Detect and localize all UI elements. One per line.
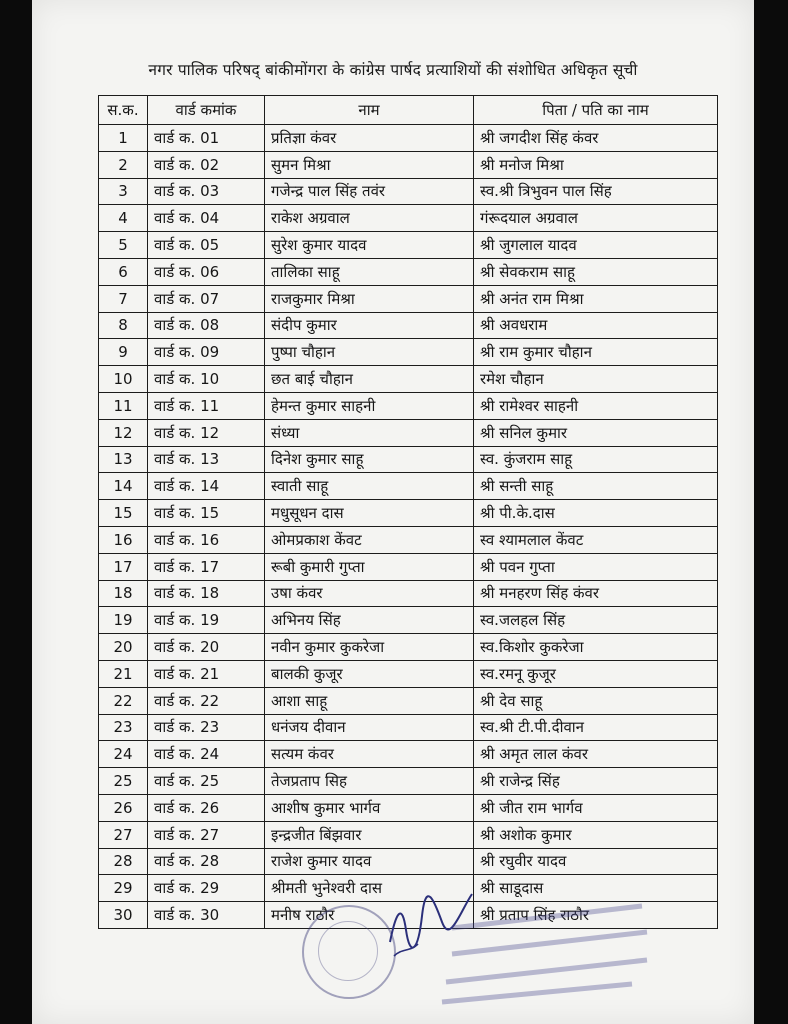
serial-cell: 29	[99, 875, 148, 902]
name-cell: नवीन कुमार कुकरेजा	[265, 634, 474, 661]
table-row	[99, 768, 718, 795]
table-row	[99, 178, 718, 205]
name-cell: हेमन्त कुमार साहनी	[265, 392, 474, 419]
name-cell: प्रतिज्ञा कंवर	[265, 125, 474, 152]
table-row	[99, 473, 718, 500]
ward-cell: वार्ड क. 26	[148, 794, 265, 821]
name-cell: सुरेश कुमार यादव	[265, 232, 474, 259]
name-cell: आशीष कुमार भार्गव	[265, 794, 474, 821]
serial-cell: 15	[99, 500, 148, 527]
ward-cell: वार्ड क. 30	[148, 902, 265, 929]
ward-cell: वार्ड क. 02	[148, 151, 265, 178]
table-row	[99, 821, 718, 848]
name-cell: संदीप कुमार	[265, 312, 474, 339]
ward-cell: वार्ड क. 04	[148, 205, 265, 232]
father-husband-name-cell: श्री जीत राम भार्गव	[474, 794, 718, 821]
ward-cell: वार्ड क. 14	[148, 473, 265, 500]
serial-cell: 10	[99, 366, 148, 393]
father-husband-name-cell: श्री रघुवीर यादव	[474, 848, 718, 875]
name-cell: सुमन मिश्रा	[265, 151, 474, 178]
father-husband-name-cell: श्री पवन गुप्ता	[474, 553, 718, 580]
ward-cell: वार्ड क. 03	[148, 178, 265, 205]
seal-imprint	[432, 898, 662, 1008]
ward-cell: वार्ड क. 29	[148, 875, 265, 902]
father-husband-name-cell: स्व. कुंजराम साहू	[474, 446, 718, 473]
serial-cell: 7	[99, 285, 148, 312]
document-page	[32, 0, 754, 1024]
table-row	[99, 392, 718, 419]
serial-cell: 12	[99, 419, 148, 446]
father-husband-name-cell: श्री पी.के.दास	[474, 500, 718, 527]
ward-cell: वार्ड क. 10	[148, 366, 265, 393]
serial-cell: 21	[99, 660, 148, 687]
father-husband-name-cell: श्री जगदीश सिंह कंवर	[474, 125, 718, 152]
father-husband-name-cell: स्व.श्री त्रिभुवन पाल सिंह	[474, 178, 718, 205]
father-husband-name-cell: श्री मनोज मिश्रा	[474, 151, 718, 178]
ward-cell: वार्ड क. 28	[148, 848, 265, 875]
ward-cell: वार्ड क. 11	[148, 392, 265, 419]
name-cell: पुष्पा चौहान	[265, 339, 474, 366]
serial-cell: 28	[99, 848, 148, 875]
name-cell: अभिनय सिंह	[265, 607, 474, 634]
serial-cell: 18	[99, 580, 148, 607]
ward-cell: वार्ड क. 01	[148, 125, 265, 152]
father-husband-name-cell: स्व श्यामलाल केंवट	[474, 526, 718, 553]
name-cell: बालकी कुजूर	[265, 660, 474, 687]
serial-cell: 20	[99, 634, 148, 661]
name-cell: आशा साहू	[265, 687, 474, 714]
name-cell: तालिका साहू	[265, 258, 474, 285]
candidate-table	[98, 95, 718, 929]
father-husband-name-cell: रमेश चौहान	[474, 366, 718, 393]
header-serial: स.क.	[99, 96, 148, 125]
name-cell: राकेश अग्रवाल	[265, 205, 474, 232]
document-title: नगर पालिक परिषद् बांकीमोंगरा के कांग्रेस पार्षद प्रत्याशियों की संशोधित अधिकृत सूची	[148, 61, 638, 79]
serial-cell: 22	[99, 687, 148, 714]
table-row	[99, 205, 718, 232]
serial-cell: 9	[99, 339, 148, 366]
ward-cell: वार्ड क. 18	[148, 580, 265, 607]
name-cell: स्वाती साहू	[265, 473, 474, 500]
father-husband-name-cell: श्री देव साहू	[474, 687, 718, 714]
ward-cell: वार्ड क. 16	[148, 526, 265, 553]
ward-cell: वार्ड क. 23	[148, 714, 265, 741]
serial-cell: 30	[99, 902, 148, 929]
table-row	[99, 285, 718, 312]
ward-cell: वार्ड क. 22	[148, 687, 265, 714]
table-row	[99, 500, 718, 527]
table-row	[99, 553, 718, 580]
table-row	[99, 714, 718, 741]
table-row	[99, 607, 718, 634]
name-cell: मनीष राठौर	[265, 902, 474, 929]
ward-cell: वार्ड क. 19	[148, 607, 265, 634]
name-cell: राजेश कुमार यादव	[265, 848, 474, 875]
father-husband-name-cell: स्व.जलहल सिंह	[474, 607, 718, 634]
table-row	[99, 312, 718, 339]
father-husband-name-cell: श्री अवधराम	[474, 312, 718, 339]
serial-cell: 17	[99, 553, 148, 580]
header-father-husband-name: पिता / पति का नाम	[474, 96, 718, 125]
father-husband-name-cell: श्री राजेन्द्र सिंह	[474, 768, 718, 795]
serial-cell: 26	[99, 794, 148, 821]
ward-cell: वार्ड क. 08	[148, 312, 265, 339]
serial-cell: 24	[99, 741, 148, 768]
name-cell: श्रीमती भुनेश्वरी दास	[265, 875, 474, 902]
serial-cell: 8	[99, 312, 148, 339]
father-husband-name-cell: श्री जुगलाल यादव	[474, 232, 718, 259]
serial-cell: 4	[99, 205, 148, 232]
father-husband-name-cell: श्री सनिल कुमार	[474, 419, 718, 446]
table-row	[99, 741, 718, 768]
serial-cell: 25	[99, 768, 148, 795]
name-cell: रूबी कुमारी गुप्ता	[265, 553, 474, 580]
table-row	[99, 634, 718, 661]
father-husband-name-cell: श्री अनंत राम मिश्रा	[474, 285, 718, 312]
table-row	[99, 660, 718, 687]
father-husband-name-cell: स्व.रमनू कुजूर	[474, 660, 718, 687]
table-header-row	[99, 96, 718, 125]
name-cell: दिनेश कुमार साहू	[265, 446, 474, 473]
father-husband-name-cell: गंरूदयाल अग्रवाल	[474, 205, 718, 232]
ward-cell: वार्ड क. 27	[148, 821, 265, 848]
serial-cell: 27	[99, 821, 148, 848]
table-row	[99, 125, 718, 152]
serial-cell: 6	[99, 258, 148, 285]
father-husband-name-cell: श्री साडूदास	[474, 875, 718, 902]
ward-cell: वार्ड क. 06	[148, 258, 265, 285]
name-cell: संध्या	[265, 419, 474, 446]
name-cell: सत्यम कंवर	[265, 741, 474, 768]
ward-cell: वार्ड क. 13	[148, 446, 265, 473]
name-cell: गजेन्द्र पाल सिंह तवंर	[265, 178, 474, 205]
table-row	[99, 339, 718, 366]
table-row	[99, 366, 718, 393]
serial-cell: 11	[99, 392, 148, 419]
table-row	[99, 794, 718, 821]
ward-cell: वार्ड क. 21	[148, 660, 265, 687]
table-row	[99, 258, 718, 285]
ward-cell: वार्ड क. 07	[148, 285, 265, 312]
father-husband-name-cell: श्री मनहरण सिंह कंवर	[474, 580, 718, 607]
table-row	[99, 151, 718, 178]
serial-cell: 1	[99, 125, 148, 152]
father-husband-name-cell: श्री राम कुमार चौहान	[474, 339, 718, 366]
ward-cell: वार्ड क. 09	[148, 339, 265, 366]
ward-cell: वार्ड क. 24	[148, 741, 265, 768]
table-row	[99, 232, 718, 259]
ward-cell: वार्ड क. 12	[148, 419, 265, 446]
father-husband-name-cell: श्री सेवकराम साहू	[474, 258, 718, 285]
serial-cell: 19	[99, 607, 148, 634]
table-row	[99, 848, 718, 875]
name-cell: मधुसूधन दास	[265, 500, 474, 527]
father-husband-name-cell: श्री रामेश्वर साहनी	[474, 392, 718, 419]
name-cell: छत बाई चौहान	[265, 366, 474, 393]
father-husband-name-cell: श्री अमृत लाल कंवर	[474, 741, 718, 768]
serial-cell: 13	[99, 446, 148, 473]
name-cell: ओमप्रकाश केंवट	[265, 526, 474, 553]
father-husband-name-cell: स्व.किशोर कुकरेजा	[474, 634, 718, 661]
name-cell: राजकुमार मिश्रा	[265, 285, 474, 312]
table-row	[99, 580, 718, 607]
father-husband-name-cell: श्री सन्ती साहू	[474, 473, 718, 500]
serial-cell: 2	[99, 151, 148, 178]
table-row	[99, 419, 718, 446]
serial-cell: 23	[99, 714, 148, 741]
header-ward: वार्ड कमांक	[148, 96, 265, 125]
serial-cell: 5	[99, 232, 148, 259]
serial-cell: 16	[99, 526, 148, 553]
ward-cell: वार्ड क. 17	[148, 553, 265, 580]
father-husband-name-cell: श्री प्रताप सिंह राठौर	[474, 902, 718, 929]
serial-cell: 14	[99, 473, 148, 500]
name-cell: तेजप्रताप सिह	[265, 768, 474, 795]
ward-cell: वार्ड क. 25	[148, 768, 265, 795]
serial-cell: 3	[99, 178, 148, 205]
table-row	[99, 687, 718, 714]
name-cell: उषा कंवर	[265, 580, 474, 607]
ward-cell: वार्ड क. 20	[148, 634, 265, 661]
father-husband-name-cell: स्व.श्री टी.पी.दीवान	[474, 714, 718, 741]
header-name: नाम	[265, 96, 474, 125]
ward-cell: वार्ड क. 05	[148, 232, 265, 259]
name-cell: इन्द्रजीत बिंझवार	[265, 821, 474, 848]
name-cell: धनंजय दीवान	[265, 714, 474, 741]
ward-cell: वार्ड क. 15	[148, 500, 265, 527]
table-row	[99, 446, 718, 473]
father-husband-name-cell: श्री अशोक कुमार	[474, 821, 718, 848]
table-row	[99, 526, 718, 553]
